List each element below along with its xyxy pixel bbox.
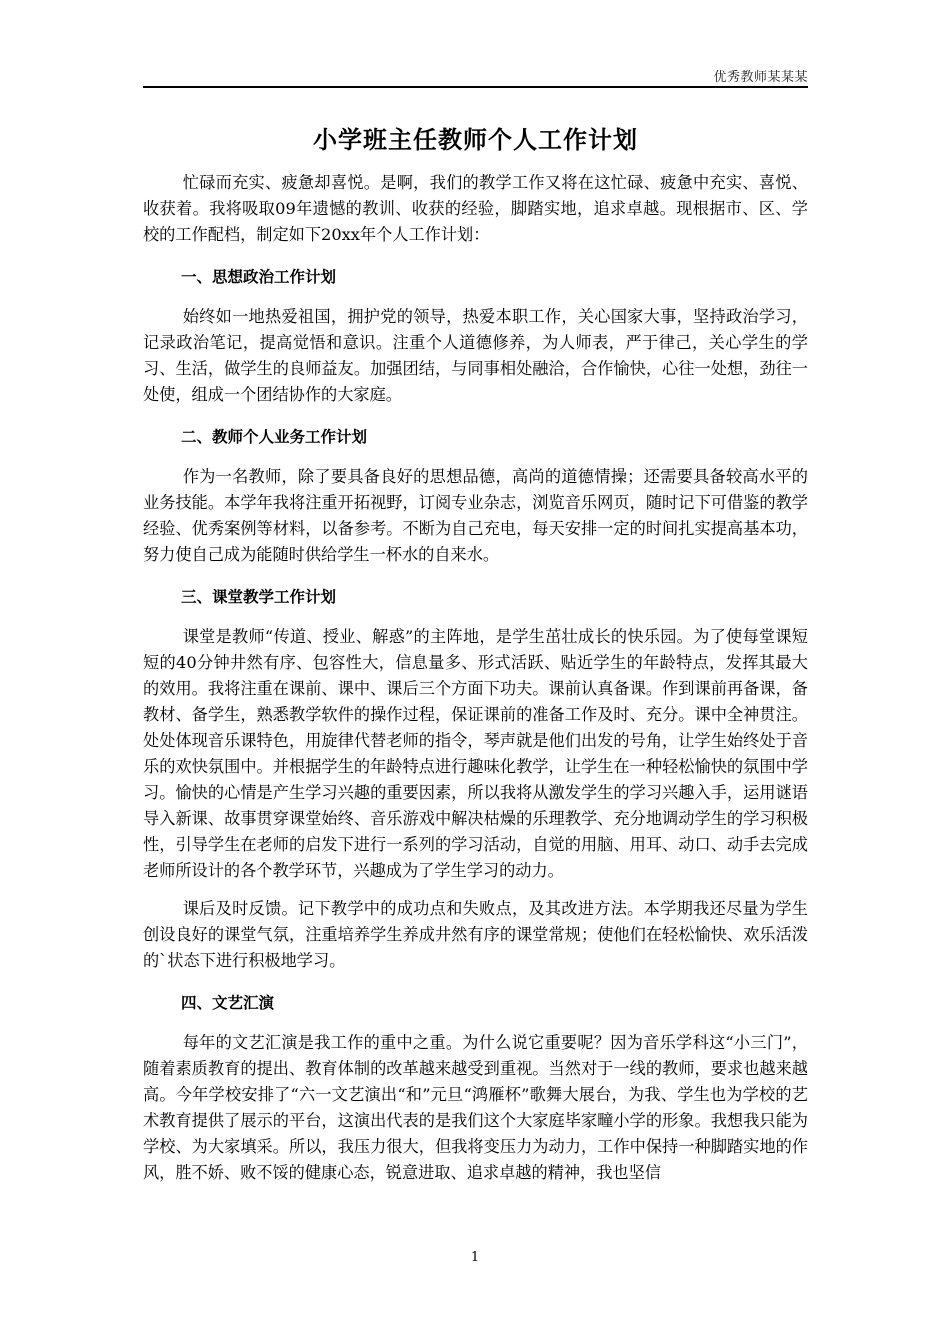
header-divider	[143, 86, 808, 88]
section-1-paragraph-1: 始终如一地热爱祖国，拥护党的领导，热爱本职工作，关心国家大事，坚持政治学习，记录政治笔记，提高觉悟和意识。注重个人道德修养，为人师表，严于律己，关心学生的学习、生活，做学生的良师益友。加强团结，与同事相处融洽，合作愉快，心往一处想，劲往一处使，组成一个团结协作的大家庭。	[143, 307, 808, 404]
section-heading-2: 二、教师个人业务工作计划	[181, 428, 368, 446]
section-3-paragraph-2: 课后及时反馈。记下教学中的成功点和失败点，及其改进方法。本学期我还尽量为学生创设良好的课堂气氛，注重培养学生养成井然有序的课堂常规；使他们在轻松愉快、欢乐活泼的`状态下进行积极地学习。	[143, 899, 808, 970]
section-heading-4: 四、文艺汇演	[181, 994, 275, 1012]
header-author-label: 优秀教师某某某	[713, 70, 808, 85]
document-body	[143, 170, 808, 1198]
section-4-paragraph-1: 每年的文艺汇演是我工作的重中之重。为什么说它重要呢？因为音乐学科这“小三门”，随着素质教育的提出、教育体制的改革越来越受到重视。当然对于一线的教师，要求也越来越高。今年学校安排了“六一文艺演出“和”元旦“鸿雁杯”歌舞大展台，为我、学生也为学校的艺术教育提供了展示的平台，这演出代表的是我们这个大家庭毕家疃小学的形象。我想我只能为学校、为大家填采。所以，我压力很大，但我将变压力为动力，工作中保持一种脚踏实地的作风，胜不娇、败不馁的健康心态，锐意进取、追求卓越的精神，我也坚信	[143, 1033, 808, 1182]
section-2-paragraph-1: 作为一名教师，除了要具备良好的思想品德，高尚的道德情操；还需要具备较高水平的业务技能。本学年我将注重开拓视野，订阅专业杂志，浏览音乐网页，随时记下可借鉴的教学经验、优秀案例等材料，以备参考。不断为自己充电，每天安排一定的时间扎实提高基本功，努力使自己成为能随时供给学生一杯水的自来水。	[143, 467, 808, 564]
intro-paragraph: 忙碌而充实、疲惫却喜悦。是啊，我们的教学工作又将在这忙碌、疲惫中充实、喜悦、收获着。我将吸取09年遗憾的教训、收获的经验，脚踏实地，追求卓越。现根据市、区、学校的工作配档，制定如下20xx年个人工作计划：	[143, 173, 808, 244]
section-heading-3: 三、课堂教学工作计划	[181, 588, 337, 606]
section-heading-1: 一、思想政治工作计划	[181, 268, 337, 286]
page-number: 1	[470, 1250, 480, 1265]
section-3-paragraph-1: 课堂是教师“传道、授业、解惑”的主阵地，是学生茁壮成长的快乐园。为了使每堂课短短的40分钟井然有序、包容性大，信息量多、形式活跃、贴近学生的年龄特点，发挥其最大的效用。我将注重在课前、课中、课后三个方面下功夫。课前认真备课。作到课前再备课，备教材、备学生，熟悉教学软件的操作过程，保证课前的准备工作及时、充分。课中全神贯注。处处体现音乐课特色，用旋律代替老师的指令，琴声就是他们出发的号角，让学生始终处于音乐的欢快氛围中。并根据学生的年龄特点进行趣味化教学，让学生在一种轻松愉快的氛围中学习。愉快的心情是产生学习兴趣的重要因素，所以我将从激发学生的学习兴趣入手，运用谜语导入新课、故事贯穿课堂始终、音乐游戏中解决枯燥的乐理教学、充分地调动学生的学习积极性，引导学生在老师的启发下进行一系列的学习活动，自觉的用脑、用耳、动口、动手去完成老师所设计的各个教学环节，兴趣成为了学生学习的动力。	[143, 627, 808, 880]
document-title: 小学班主任教师个人工作计划	[313, 125, 638, 154]
